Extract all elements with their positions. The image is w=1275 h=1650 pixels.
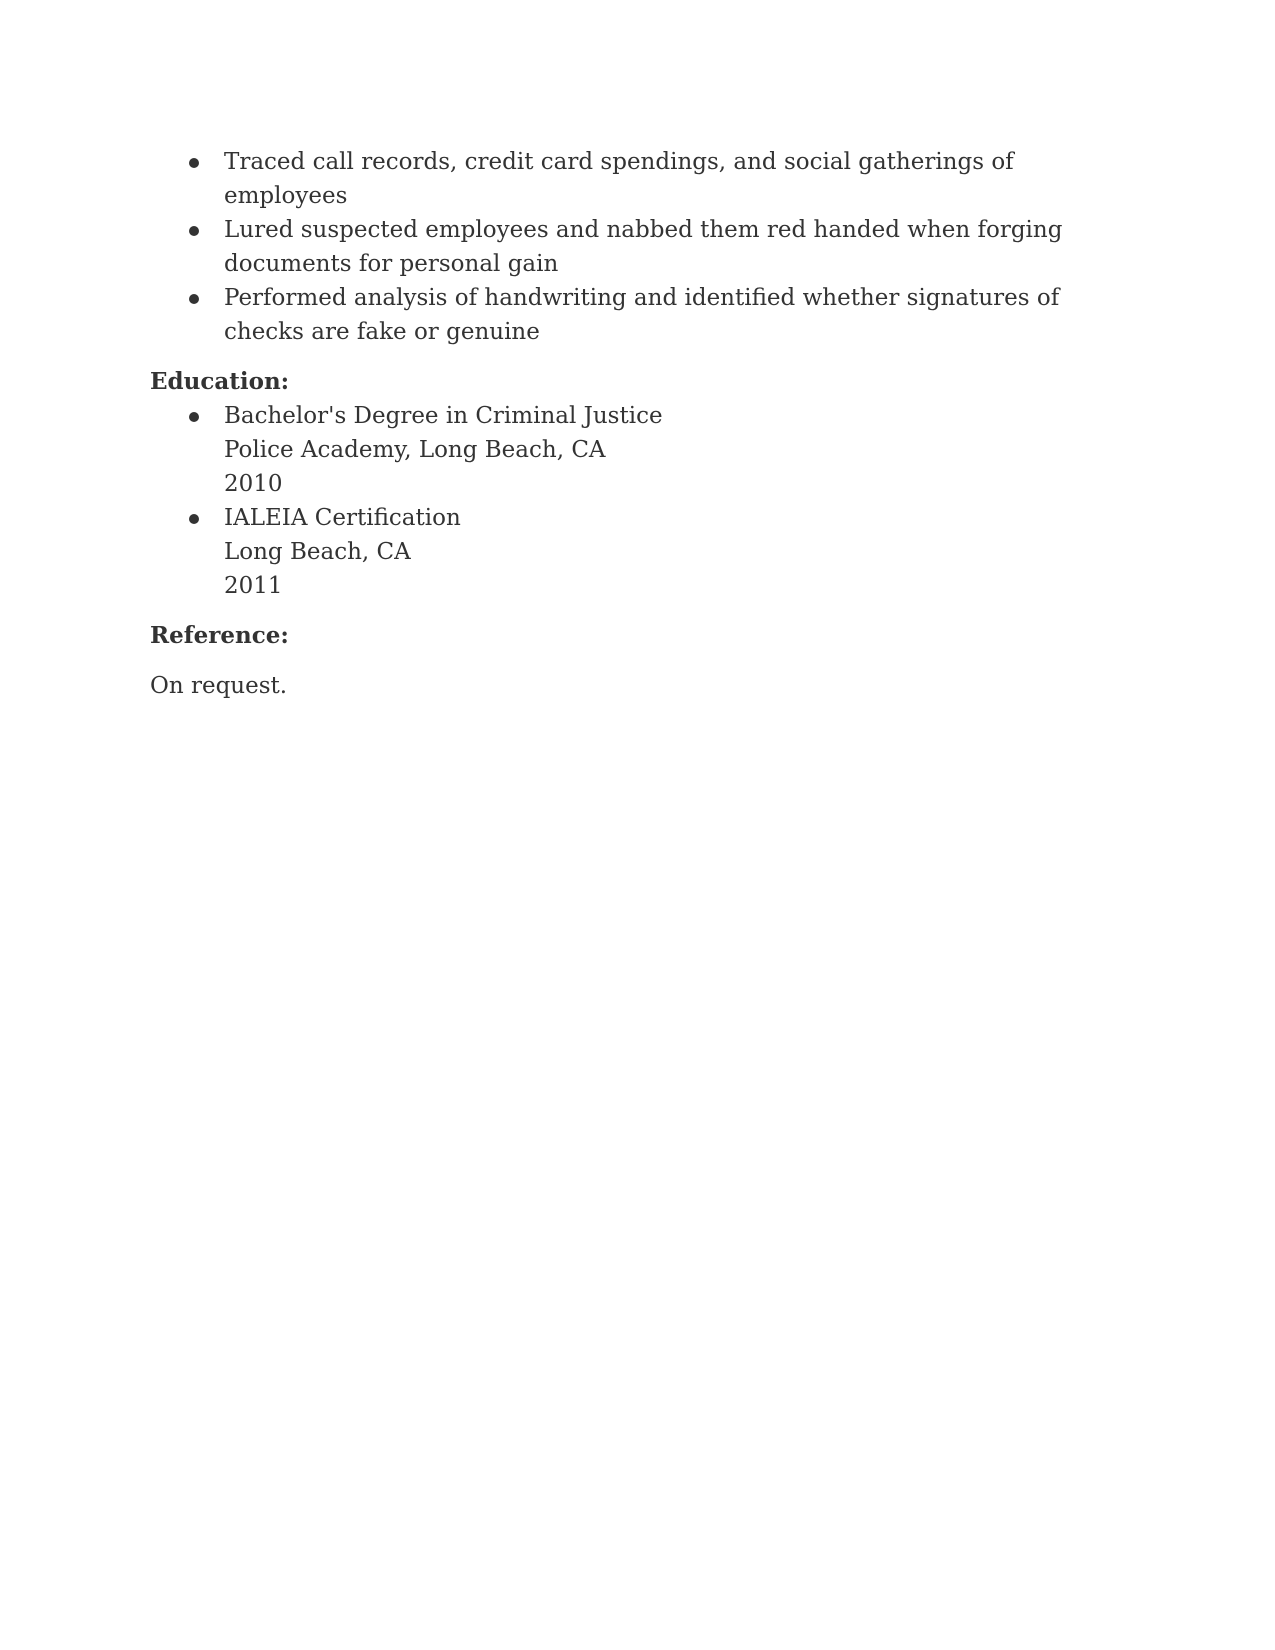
resume-page [150,145,1100,703]
bullet-icon [189,226,199,236]
bullet-icon [189,158,199,168]
list-item [150,145,1100,213]
education-heading: Education: [150,368,290,395]
education-list [150,399,1100,603]
bullet-icon [189,294,199,304]
bullet-icon [189,514,199,524]
list-item [150,281,1100,349]
education-year: 2010 [224,471,283,497]
education-item [150,399,1100,501]
experience-bullet-text: Lured suspected employees and nabbed them red handed when forging documents for personal gain [224,217,1063,277]
experience-list [150,145,1100,349]
experience-bullet-text: Traced call records, credit card spendings, and social gatherings of employees [224,149,1014,209]
education-institution: Long Beach, CA [224,539,411,565]
experience-bullet-text: Performed analysis of handwriting and identified whether signatures of checks are fake or genuine [224,285,1060,345]
list-item [150,213,1100,281]
education-institution: Police Academy, Long Beach, CA [224,437,606,463]
reference-heading: Reference: [150,622,289,649]
education-item [150,501,1100,603]
bullet-icon [189,412,199,422]
education-degree: IALEIA Certification [224,505,461,531]
education-degree: Bachelor's Degree in Criminal Justice [224,403,663,429]
education-year: 2011 [224,573,283,599]
reference-text: On request. [150,673,288,699]
